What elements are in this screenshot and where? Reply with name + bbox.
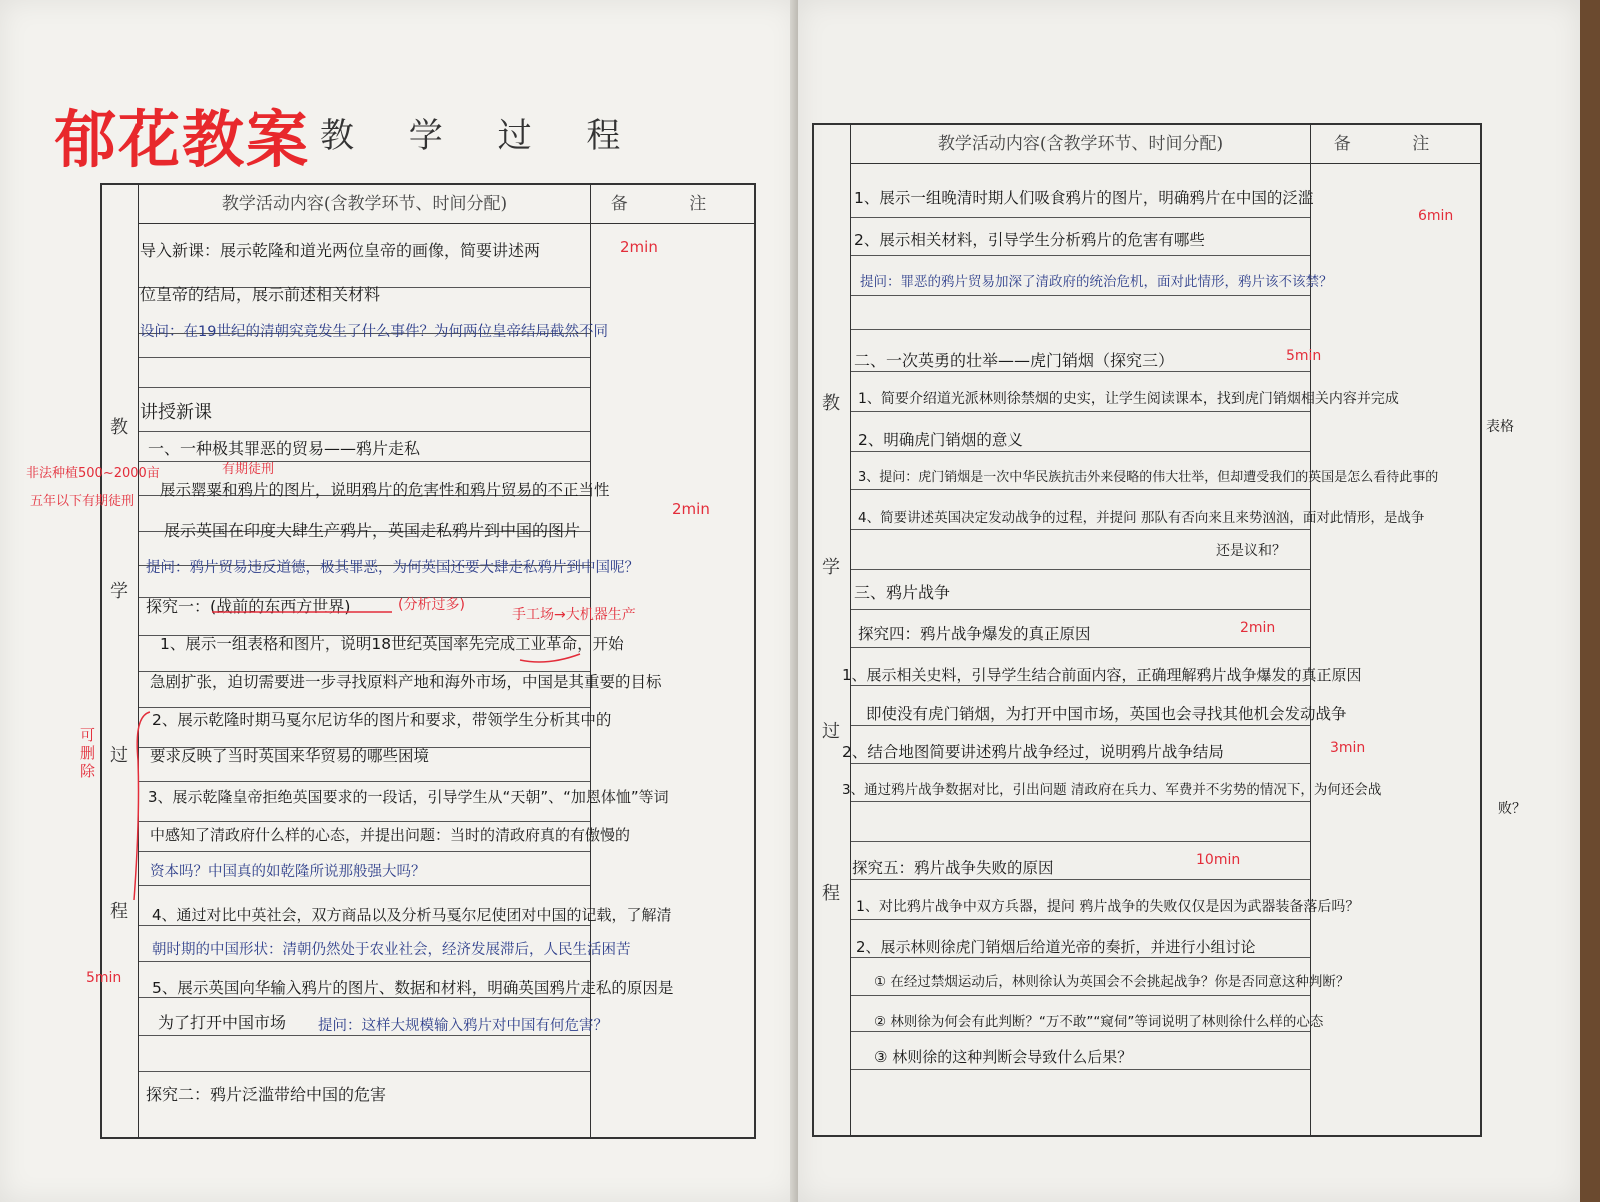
brand-logo: 郁花教案 [54,106,311,175]
text-line: 还是议和？ [1216,543,1286,559]
text-line: 1、简要介绍道光派林则徐禁烟的史实，让学生阅读课本，找到虎门销烟相关内容并完成 [858,391,1399,407]
side-note: 有期徒刑 [222,462,275,477]
text-line: 提问：这样大规模输入鸦片对中国有何危害？ [318,1018,608,1034]
text-line: 1、对比鸦片战争中双方兵器，提问 鸦片战争的失败仅仅是因为武器装备落后吗？ [856,899,1360,915]
side-note: 五年以下有期徒刑 [30,494,135,509]
text-line: 资本吗？中国真的如乾隆所说那般强大吗？ [150,864,426,880]
text-line: 探究二：鸦片泛滥带给中国的危害 [146,1085,387,1104]
text-line: 展示罂粟和鸦片的图片，说明鸦片的危害性和鸦片贸易的不正当性 [160,481,610,499]
text-line: 导入新课：展示乾隆和道光两位皇帝的画像，简要讲述两 [140,241,541,260]
text-line: 提问：罪恶的鸦片贸易加深了清政府的统治危机，面对此情形，鸦片该不该禁？ [860,274,1333,290]
text-line: 4、简要讲述英国决定发动战争的过程，并提问 那队有否向来且来势汹汹，面对此情形，是战争 [858,510,1425,526]
text-line: 为了打开中国市场 [158,1013,287,1032]
side-label: 程 [110,901,128,922]
time-note: 5min [86,970,122,986]
text-line: 位皇帝的结局，展示前述相关材料 [140,285,381,304]
text-line: 5、展示英国向华输入鸦片的图片、数据和材料，明确英国鸦片走私的原因是 [152,979,674,997]
side-note: 非法种植500~2000亩 [26,466,160,481]
text-line: 4、通过对比中英社会，双方商品以及分析马戛尔尼使团对中国的记载，了解清 [152,906,672,924]
text-line: 3、提问：虎门销烟是一次中华民族抗击外来侵略的伟大壮举，但却遭受我们的英国是怎么看待此事的 [858,470,1439,485]
text-line: 设问：在19世纪的清朝究竟发生了什么事件？为何两位皇帝结局截然不同 [140,324,608,340]
section-heading: 探究五：鸦片战争失败的原因 [852,859,1054,877]
list-item: ③ 林则徐的这种判断会导致什么后果？ [874,1048,1133,1066]
time-note: 2min [620,238,658,256]
time-note: 6min [1418,208,1454,224]
text-line: 要求反映了当时英国来华贸易的哪些困境 [150,747,430,765]
time-note: 5min [1286,348,1322,364]
section-heading: 讲授新课 [140,402,212,423]
text-line: 3、通过鸦片战争数据对比，引出问题 清政府在兵力、军费并不劣势的情况下，为何还会战 [842,782,1382,798]
text-line: 2、展示相关材料，引导学生分析鸦片的危害有哪些 [854,231,1205,249]
list-item: ② 林则徐为何会有此判断？“万不敢”“窥伺”等词说明了林则徐什么样的心态 [874,1014,1324,1030]
table-header-notes: 备 注 [1311,125,1480,164]
text-line: 3、展示乾隆皇帝拒绝英国要求的一段话，引导学生从“天朝”、“加恩体恤”等词 [148,788,669,806]
text-line: 2、结合地图简要讲述鸦片战争经过，说明鸦片战争结局 [842,743,1224,761]
deletable-note: 可删除 [80,726,96,780]
red-bracket-marks [0,0,798,1202]
side-label: 教 [822,393,840,414]
text-line: 展示英国在印度大肆生产鸦片，英国走私鸦片到中国的图片 [164,521,581,540]
text-line: 探究一：(战前的东西方世界) [146,597,351,616]
section-heading: 三、鸦片战争 [854,583,951,602]
table-header-content: 教学活动内容(含教学环节、时间分配) [851,125,1310,164]
text-line: 1、展示相关史料，引导学生结合前面内容，正确理解鸦片战争爆发的真正原因 [842,666,1362,684]
red-note: 手工场→大机器生产 [512,607,636,623]
section-heading: 一、一种极其罪恶的贸易——鸦片走私 [148,439,421,458]
table-header-content: 教学活动内容(含教学环节、时间分配) [139,185,590,224]
text-line: 表格 [1486,419,1514,435]
time-note: 2min [672,500,710,518]
time-note: 2min [1240,620,1276,636]
side-label: 过 [110,745,128,766]
text-line: 中感知了清政府什么样的心态，并提出问题：当时的清政府真的有傲慢的 [150,826,631,844]
text-line: 即使没有虎门销烟，为打开中国市场，英国也会寻找其他机会发动战争 [866,705,1347,723]
side-label: 学 [822,557,840,578]
text-line: 提问：鸦片贸易违反道德，极其罪恶，为何英国还要大肆走私鸦片到中国呢？ [146,560,639,576]
table-header-notes: 备 注 [591,185,754,224]
text-line: 2、明确虎门销烟的意义 [858,431,1023,449]
page-title: 教 学 过 程 [320,116,643,156]
text-line: 2、展示林则徐虎门销烟后给道光帝的奏折，并进行小组讨论 [856,938,1256,956]
section-heading: 二、一次英勇的壮举——虎门销烟（探究三） [854,351,1175,370]
text-line: 2、展示乾隆时期马戛尔尼访华的图片和要求，带领学生分析其中的 [152,711,612,729]
list-item: ① 在经过禁烟运动后，林则徐认为英国会不会挑起战争？你是否同意这种判断？ [874,974,1350,990]
side-label: 教 [110,417,128,438]
text-line: 急剧扩张，迫切需要进一步寻找原料产地和海外市场，中国是其重要的目标 [150,673,662,691]
side-label: 程 [822,883,840,904]
text-line: 败？ [1498,801,1526,817]
side-label: 学 [110,581,128,602]
text-line: 探究四：鸦片战争爆发的真正原因 [858,625,1091,643]
text-line: 1、展示一组表格和图片，说明18世纪英国率先完成工业革命，开始 [160,635,624,653]
right-page [798,0,1580,1202]
time-note: 10min [1196,852,1241,868]
side-label: 过 [822,721,840,742]
text-line: 朝时期的中国形状：清朝仍然处于农业社会，经济发展滞后，人民生活困苦 [152,942,631,958]
time-note: 3min [1330,740,1366,756]
text-line: 1、展示一组晚清时期人们吸食鸦片的图片，明确鸦片在中国的泛滥 [854,189,1314,207]
red-note: (分析过多) [398,597,465,613]
left-page [0,0,798,1202]
